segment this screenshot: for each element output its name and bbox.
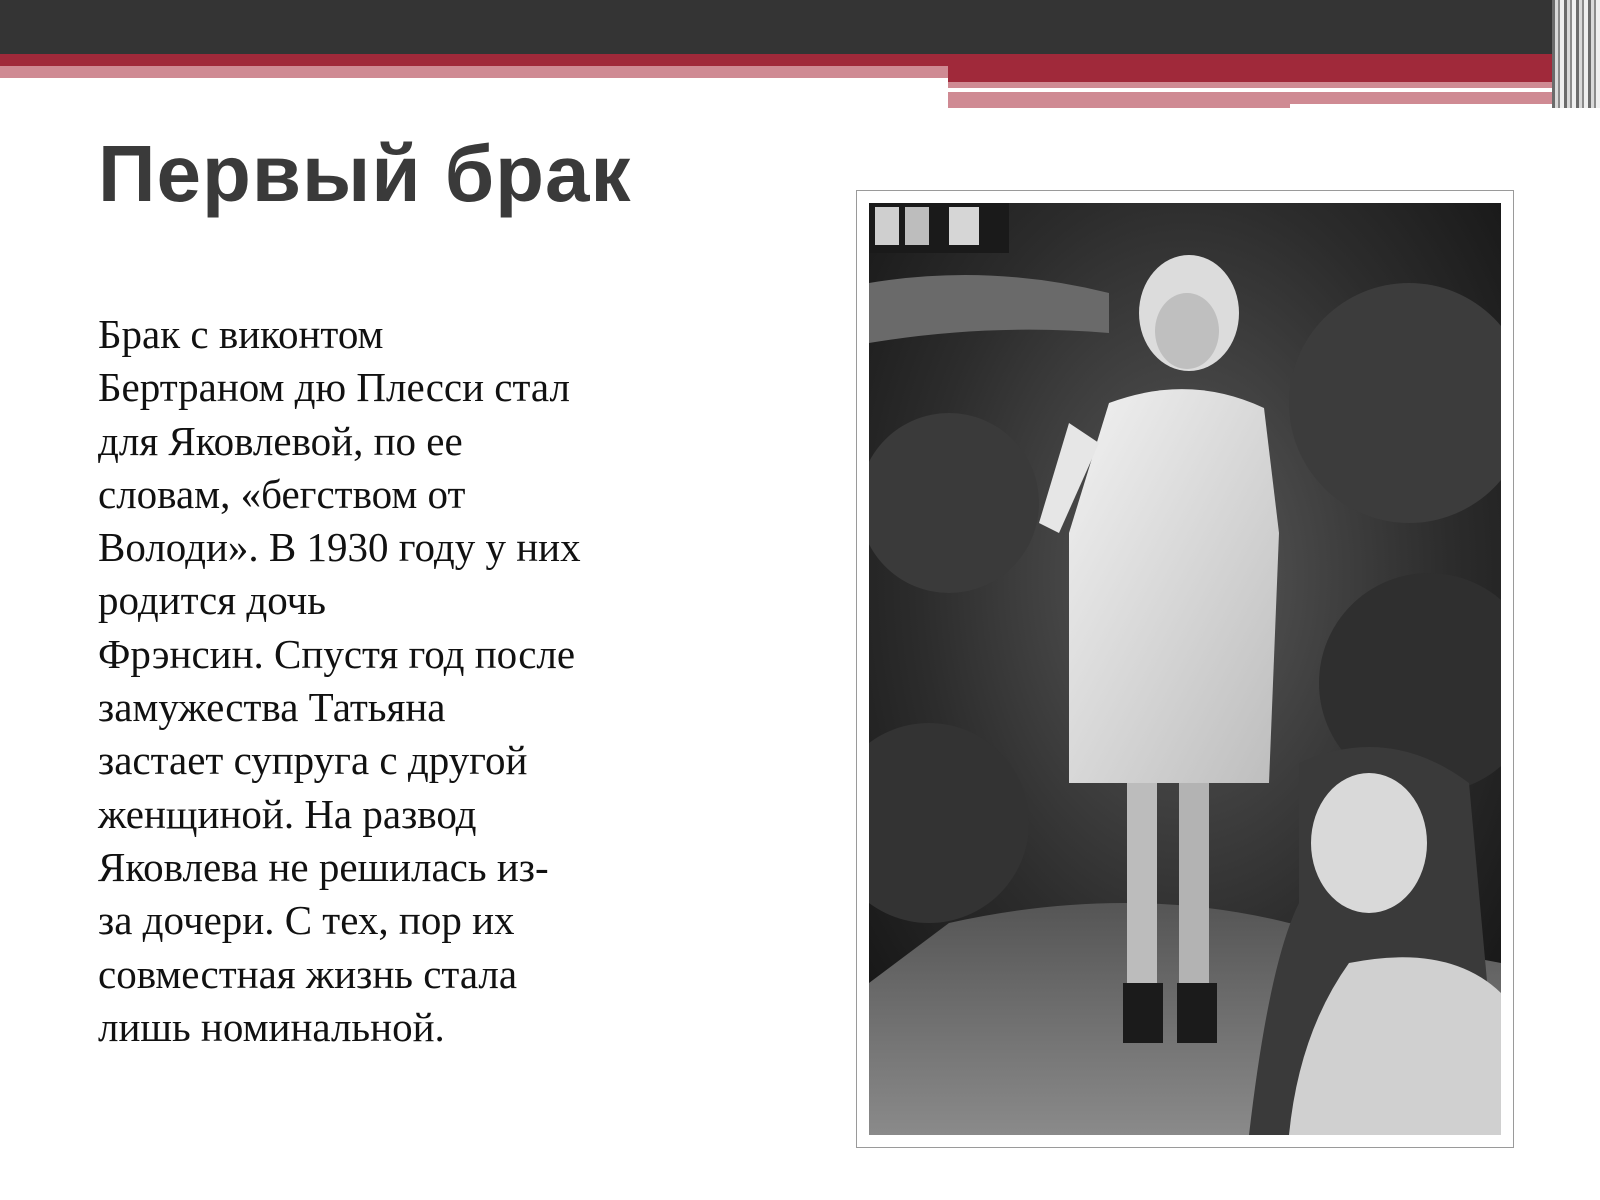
photo-frame [856, 190, 1514, 1148]
header-band-red [0, 54, 1600, 66]
slide-body-text: Брак с виконтом Бертраном дю Плесси стал для Яковлевой, по ее словам, «бегством от Володи». В 1930 году у них родится дочь Фрэнсин. Спустя год после замужества Татьяна застает супруга с другой женщиной. На развод Яковлева не решилась из- за дочери. С тех, пор их совместная жизнь стала лишь номинальной. [98, 311, 581, 1050]
photo-illustration [869, 203, 1501, 1135]
header-band-red-right [948, 66, 1600, 82]
header-band-dark [0, 0, 1600, 54]
slide-title: Первый брак [98, 129, 632, 218]
photo [869, 203, 1501, 1135]
corner-stripes-decoration [1552, 0, 1600, 108]
header-band-pink-left [0, 66, 948, 78]
header-band-pink-lower [948, 92, 1290, 108]
